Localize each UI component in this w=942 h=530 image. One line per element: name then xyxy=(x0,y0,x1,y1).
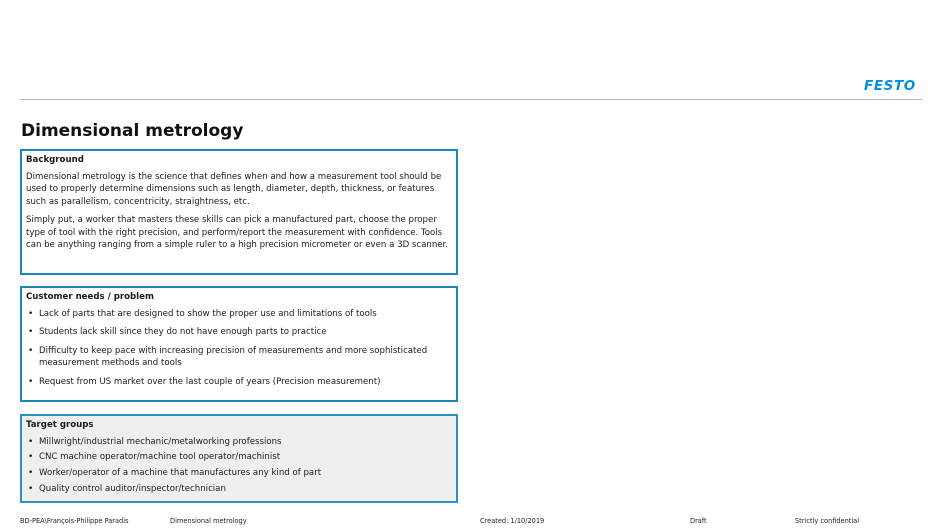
footer-author: BD-PEA\François-Philippe Paradis xyxy=(20,517,129,525)
list-item: • Worker/operator of a machine that manufactures any kind of part xyxy=(26,467,452,480)
festo-logo: FESTO xyxy=(864,78,916,94)
list-item: • CNC machine operator/machine tool operator/machinist xyxy=(26,451,452,464)
list-item: • Quality control auditor/inspector/technician xyxy=(26,483,452,496)
footer-created: Created: 1/10/2019 xyxy=(480,517,545,525)
background-heading: Background xyxy=(26,155,84,165)
list-item: • Lack of parts that are designed to show the proper use and limitations of tools xyxy=(26,308,452,321)
footer-status: Draft xyxy=(690,517,707,525)
customer-needs-box xyxy=(20,286,458,402)
list-item: • Request from US market over the last couple of years (Precision measurement) xyxy=(26,376,452,389)
customer-needs-list xyxy=(26,308,452,389)
header-divider xyxy=(20,99,922,100)
background-box xyxy=(20,149,458,275)
target-groups-heading: Target groups xyxy=(26,420,94,430)
target-groups-list xyxy=(26,436,452,496)
customer-needs-heading: Customer needs / problem xyxy=(26,292,154,302)
page-title: Dimensional metrology xyxy=(21,121,244,141)
background-paragraph-2: Simply put, a worker that masters these skills can pick a manufactured part, choose the proper type of tool with the right precision, and perform/report the measurement with confidence. Tools can be anything ranging from a simple ruler to a high precision micrometer or even a 3D scanner. xyxy=(26,215,449,250)
target-groups-box xyxy=(20,414,458,503)
list-item: • Millwright/industrial mechanic/metalworking professions xyxy=(26,436,452,449)
background-paragraph-1: Dimensional metrology is the science that defines when and how a measurement tool should be used to properly determine dimensions such as length, diameter, depth, thickness, or features such as parallelism, concentricity, straightness, etc. xyxy=(26,171,442,207)
footer-classification: Strictly confidential xyxy=(795,517,860,525)
footer-topic: Dimensional metrology xyxy=(170,517,247,525)
list-item: • Students lack skill since they do not have enough parts to practice xyxy=(26,326,452,339)
list-item: • Difficulty to keep pace with increasing precision of measurements and more sophisticated measurement methods and tools xyxy=(26,345,452,370)
